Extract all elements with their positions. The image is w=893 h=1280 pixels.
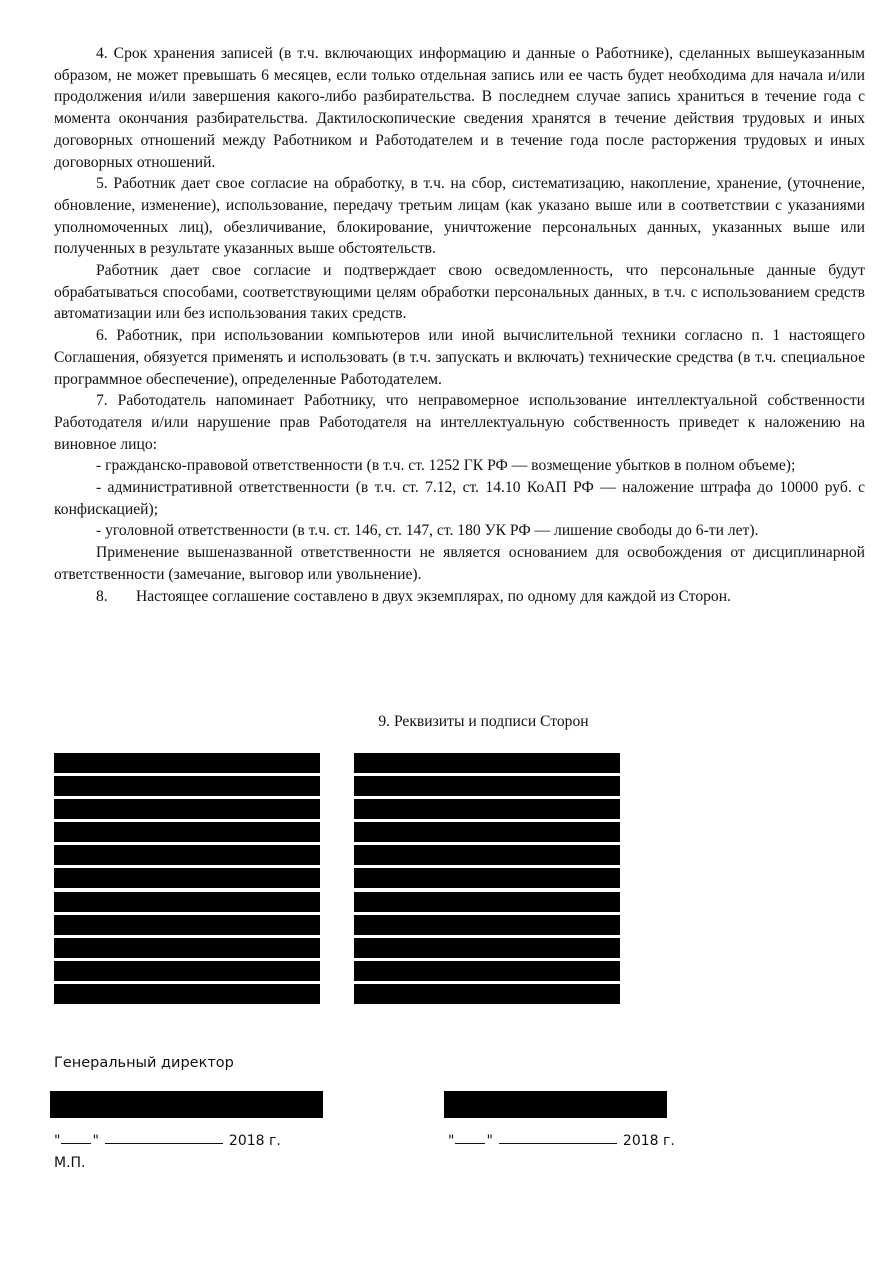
section-heading-text: 9. Реквизиты и подписи Сторон [378,713,589,730]
clause-8-text: Настоящее соглашение составлено в двух экземплярах, по одному для каждой из Сторон. [136,587,731,605]
redaction-bar [354,776,620,796]
redaction-bar [54,845,320,865]
redaction-bar [54,868,320,888]
clause-5: 5. Работник дает свое согласие на обработку, в т.ч. на сбор, систематизацию, накопление, хранение, (уточнение, обновление, изменение), использование, передачу третьим лицам (как указано выше или в соответствии с указаниями уполномоченных лиц), обезличивание, блокирование, уничтожение персональных данных, указанных выше или полученных в результате указанных выше обстоятельств. [54,175,865,258]
clause-7: 7. Работодатель напоминает Работнику, что неправомерное использование интеллектуальной собственности Работодателя и/или нарушение прав Работодателя на интеллектуальную собственность приведет к наложению на виновное лицо: [54,392,865,453]
date-quote-open: " [448,1133,455,1149]
redaction-bar [354,984,620,1004]
clause-5-consent: Работник дает свое согласие и подтверждает свою осведомленность, что персональные данные будут обрабатываться способами, соответствующими целям обработки персональных данных, в т.ч. с использованием средств автоматизации или без использования таких средств. [54,262,865,323]
date-year: 2018 г. [622,1133,675,1149]
disciplinary-note: Применение вышеназванной ответственности не является основанием для освобождения от дисциплинарной ответственности (замечание, выговор или увольнение). [54,544,865,583]
employee-details-redacted [354,753,620,1007]
date-quote-open: " [54,1133,61,1149]
day-blank [61,1142,91,1144]
redaction-bar [354,822,620,842]
redaction-bar [54,892,320,912]
redaction-bar [54,822,320,842]
liability-civil: - гражданско-правовой ответственности (в т.ч. ст. 1252 ГК РФ — возмещение убытков в полном объеме); [96,457,796,475]
section-heading [0,713,893,731]
redaction-bar [54,915,320,935]
redaction-bar [54,799,320,819]
signatory-role: Генеральный директор [54,1055,234,1071]
agreement-body [54,43,865,607]
redaction-bar [354,892,620,912]
liability-criminal: - уголовной ответственности (в т.ч. ст. 146, ст. 147, ст. 180 УК РФ — лишение свободы до 6-ти лет). [96,522,759,540]
stamp-place-label: М.П. [54,1155,86,1171]
employee-signature-date [448,1133,675,1149]
redaction-bar [54,776,320,796]
clause-8-number: 8. [96,587,108,605]
redaction-bar [54,984,320,1004]
date-year: 2018 г. [228,1133,281,1149]
day-blank [455,1142,485,1144]
clause-4: 4. Срок хранения записей (в т.ч. включающих информацию и данные о Работнике), сделанных вышеуказанным образом, не может превышать 6 месяцев, если только отдельная запись или ее часть будет необходима для начала и/или продолжения и/или завершения какого-либо разбирательства. В последнем случае запись храниться в течение года с момента окончания разбирательства. Дактилоскопические сведения хранятся в течение действия трудовых и иных договорных отношений между Работником и Работодателем и в течение года после расторжения трудовых и иных договорных отношений. [54,45,865,171]
redaction-bar [354,753,620,773]
redaction-bar [54,938,320,958]
redaction-bar [354,868,620,888]
redaction-bar [354,961,620,981]
redaction-bar [354,938,620,958]
employer-details-redacted [54,753,320,1007]
month-blank [499,1142,617,1144]
month-blank [105,1142,223,1144]
employer-signature-date [54,1133,281,1149]
redaction-bar [354,915,620,935]
employer-signature-redacted [50,1091,323,1118]
clause-6: 6. Работник, при использовании компьютеров или иной вычислительной техники согласно п. 1 настоящего Соглашения, обязуется применять и использовать (в т.ч. запускать и включать) технические средства (в т.ч. специальное программное обеспечение), определенные Работодателем. [54,327,865,388]
employee-signature-redacted [444,1091,667,1118]
date-quote-close: " [92,1133,99,1149]
redaction-bar [54,961,320,981]
date-quote-close: " [486,1133,493,1149]
redaction-bar [354,799,620,819]
redaction-bar [354,845,620,865]
clause-8 [54,586,865,608]
redaction-bar [54,753,320,773]
liability-administrative: - административной ответственности (в т.ч. ст. 7.12, ст. 14.10 КоАП РФ — наложение штрафа до 10000 руб. с конфискацией); [54,479,865,518]
